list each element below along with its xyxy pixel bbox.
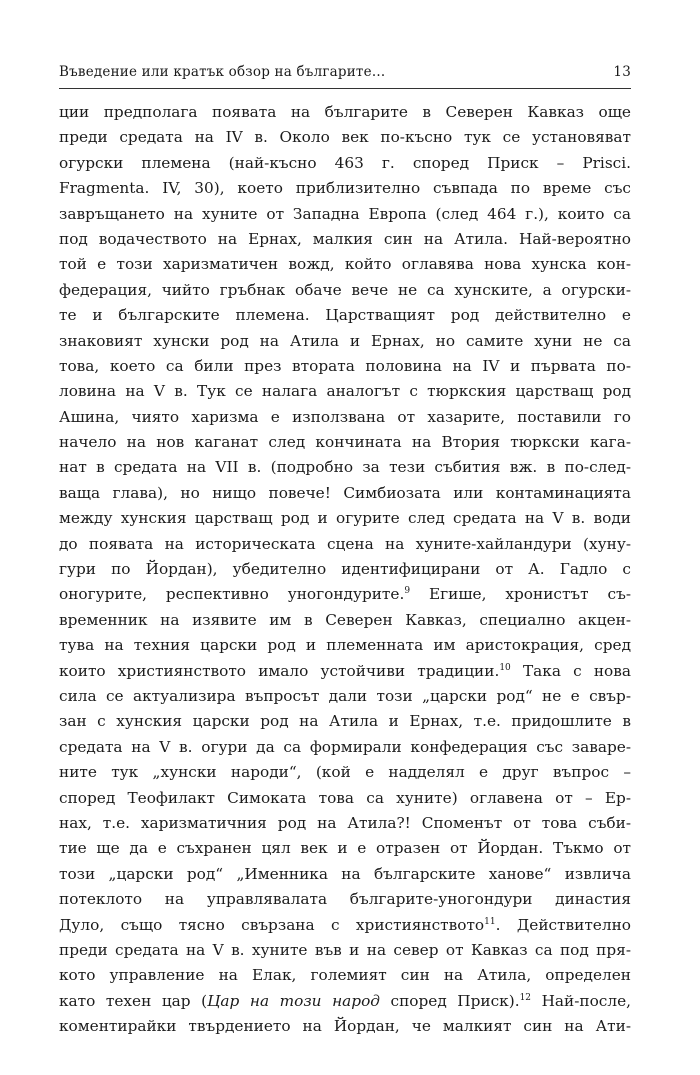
text-line: това, което са били през втората половина на IV и първата по- (59, 356, 631, 375)
text-line: зан с хунския царски род на Атила и Ернах, т.е. придошлите в (59, 712, 631, 731)
header-rule (59, 88, 631, 89)
text-line: огурски племена (най-късно 463 г. според Приск – Prisci. (59, 153, 631, 172)
text-line: ните тук „хунски народи“, (кой е надделял е друг въпрос – (59, 763, 631, 782)
text-line: завръщането на хуните от Западна Европа (след 464 г.), които са (59, 204, 631, 223)
text-line: до появата на историческата сцена на хуните-хайландури (хуну- (59, 534, 631, 553)
text-line: под водачеството на Ернах, малкия син на Атила. Най-вероятно (59, 229, 631, 248)
text-line: ловина на V в. Тук се налага аналогът с тюркския царстващ род (59, 382, 631, 401)
text-line: преди средата на IV в. Около век по-късно тук се установяват (59, 128, 631, 147)
text-line: нат в средата на VII в. (подробно за тези събития вж. в по-след- (59, 458, 631, 477)
text-line: според Теофилакт Симоката това са хуните) оглавена от – Ер- (59, 788, 631, 807)
text-line: оногурите, респективно уногондурите.$^9$ Егише, хронистът съ- (59, 585, 631, 604)
text-line: преди средата на V в. хуните във и на север от Кавказ са под пря- (59, 940, 631, 959)
text-line: сила се актуализира въпросът дали този „царски род“ не е свър- (59, 686, 631, 705)
text-line: ваща глава), но нищо повече! Симбиозата или контаминацията (59, 483, 631, 502)
text-line: нах, т.е. харизматичния род на Атила?! Споменът от това съби- (59, 813, 631, 832)
text-line: федерация, чийто гръбнак обаче вече не са хунските, а огурски- (59, 280, 631, 299)
text-line: потеклото на управлявалата българите-уногондури династия (59, 890, 631, 909)
footnote-marker: 11 (484, 916, 496, 927)
text-line: ции предполага появата на българите в Северен Кавказ още (59, 103, 631, 121)
footnote-marker: 9 (404, 586, 411, 597)
text-line: той е този харизматичен вожд, който оглавява нова хунска кон- (59, 255, 631, 274)
running-title: Въведение или кратък обзор на българите… (59, 64, 386, 80)
page-number: 13 (613, 64, 631, 80)
text-line: като техен цар (Цар на този народ според Приск).$^{12}$ Най-после, (59, 991, 632, 1010)
text-line: кото управление на Елак, големият син на Атила, определен (59, 966, 631, 985)
text-line: тие ще да е съхранен цял век и е отразен от Йордан. Тъкмо от (59, 839, 631, 858)
text-line: средата на V в. огури да са формирали конфедерация със заваре- (59, 737, 631, 756)
body-text (59, 100, 631, 1039)
text-line: начело на нов каганат след кончината на Втория тюркски кага- (59, 433, 631, 452)
text-line: знаковият хунски род на Атила и Ернах, но самите хуни не са (59, 331, 631, 350)
text-line: този „царски род“ „Именника на българските ханове“ извлича (59, 864, 631, 883)
footnote-marker: 10 (499, 662, 511, 673)
running-header (59, 64, 631, 86)
italic-quote: Цар на този народ (207, 991, 380, 1010)
footnote-marker: 12 (519, 992, 532, 1003)
text-line: гури по Йордан), убедително идентифицирани от А. Гадло с (59, 560, 631, 579)
text-line: тува на техния царски род и племенната им аристокрация, сред (59, 636, 631, 655)
text-line: които християнството имало устойчиви традиции.$^{10}$ Така с нова (59, 661, 631, 680)
text-line: временник на изявите им в Северен Кавказ, специално акцен- (59, 610, 631, 629)
text-line: Дуло, също тясно свързана с християнството$^{11}$. Действително (59, 915, 631, 934)
text-line: Ашина, чиято харизма е използвана от хазарите, поставили го (59, 407, 631, 426)
text-line: Fragmenta. IV, 30), което приблизително съвпада по време със (59, 179, 631, 198)
text-line: коментирайки твърдението на Йордан, че малкият син на Ати- (59, 1017, 631, 1036)
text-line: те и българските племена. Царстващият род действително е (59, 306, 631, 325)
text-line: между хунския царстващ род и огурите след средата на V в. води (59, 509, 631, 528)
